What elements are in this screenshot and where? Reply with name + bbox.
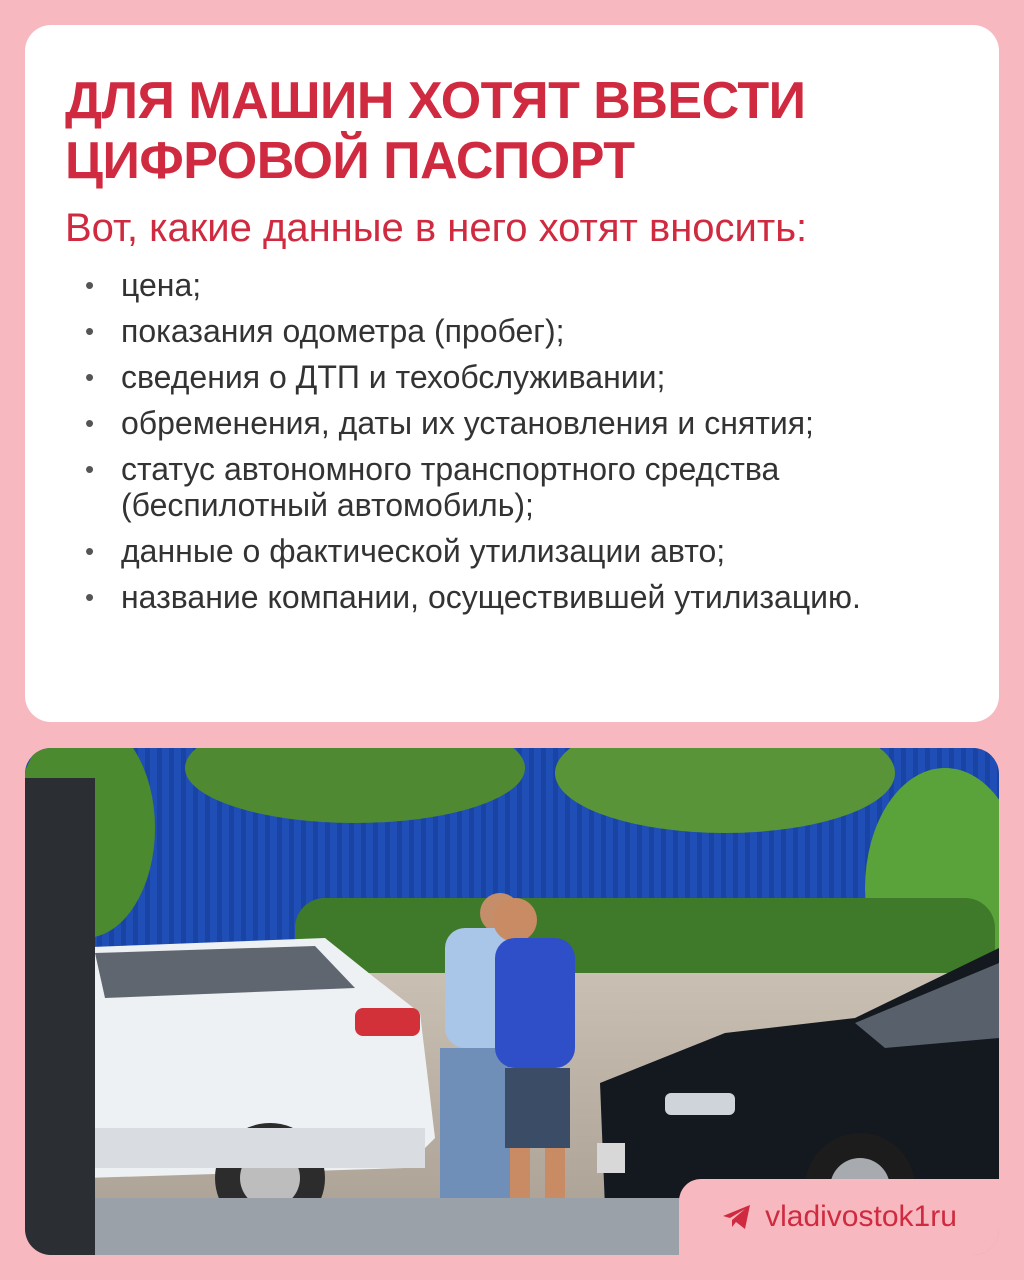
list-item (65, 451, 959, 523)
foreground-pillar (25, 778, 95, 1255)
list-item (65, 359, 959, 395)
bullet: • (85, 270, 95, 300)
list-item-text: статус автономного транспортного средства (беспилотный автомобиль); (121, 451, 780, 523)
photo-two-cars-drivers (25, 748, 999, 1255)
data-list (65, 267, 959, 615)
bullet: • (85, 316, 95, 346)
list-item-text: показания одометра (пробег); (121, 313, 565, 349)
list-item-text: сведения о ДТП и техобслуживании; (121, 359, 666, 395)
list-item (65, 313, 959, 349)
bullet: • (85, 408, 95, 438)
bullet: • (85, 536, 95, 566)
source-label: vladivostok1ru (765, 1200, 957, 1233)
list-item-text: обременения, даты их установления и снятия; (121, 405, 814, 441)
list-item (65, 267, 959, 303)
text-card (25, 25, 999, 722)
bullet: • (85, 362, 95, 392)
bullet: • (85, 582, 95, 612)
headline-line-2: ЦИФРОВОЙ ПАСПОРТ (65, 132, 635, 190)
subtitle: Вот, какие данные в него хотят вносить: (65, 206, 808, 250)
source-badge[interactable] (679, 1179, 999, 1255)
list-item-text: данные о фактической утилизации авто; (121, 533, 726, 569)
list-item (65, 533, 959, 569)
hedge (295, 898, 995, 978)
headline (65, 71, 959, 191)
list-item (65, 405, 959, 441)
telegram-icon (721, 1203, 753, 1231)
headline-line-1: ДЛЯ МАШИН ХОТЯТ ВВЕСТИ (65, 72, 806, 130)
list-item (65, 579, 959, 615)
bullet: • (85, 454, 95, 484)
list-item-text: цена; (121, 267, 202, 303)
list-item-text: название компании, осуществившей утилизацию. (121, 579, 861, 615)
guardrail (95, 1198, 715, 1255)
